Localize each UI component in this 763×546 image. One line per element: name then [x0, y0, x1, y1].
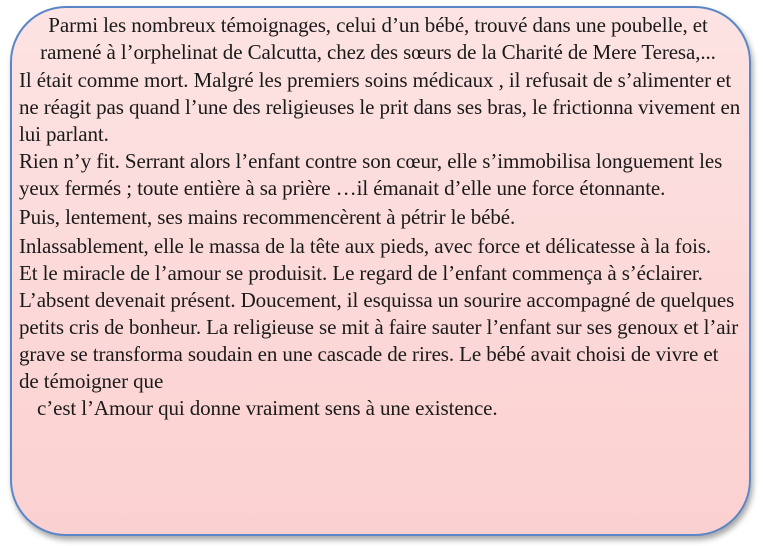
paragraph-5: Et le miracle de l’amour se produisit. Le regard de l’enfant commença à s’éclairer. L’absent devenait présent. Doucement, il esquissa un sourire accompagné de quelques petits cris de bonheur. La religieuse se mit à faire sauter l’enfant sur ses genoux et l’air grave se transforma soudain en une cascade de rires. Le bébé avait choisi de vivre et de témoigner que	[19, 261, 739, 393]
paragraph-3: Puis, lentement, ses mains recommencèrent à pétrir le bébé.	[19, 205, 516, 229]
closing-line: c’est l’Amour qui donne vraiment sens à une existence.	[37, 396, 498, 420]
paragraph-1: Il était comme mort. Malgré les premiers soins médicaux , il refusait de s’alimenter et ne réagit pas quand l’une des religieuses le prit dans ses bras, le frictionna vivement en lui parlant.	[19, 68, 741, 146]
paragraph-4: Inlassablement, elle le massa de la tête aux pieds, avec force et délicatesse à la fois.	[19, 234, 712, 258]
paragraph-2: Rien n’y fit. Serrant alors l’enfant contre son cœur, elle s’immobilisa longuement les yeux fermés ; toute entière à sa prière …il émanait d’elle une force étonnante.	[19, 149, 723, 200]
intro-paragraph: Parmi les nombreux témoignages, celui d’un bébé, trouvé dans une poubelle, et ramené à l’orphelinat de Calcutta, chez des sœurs de la Charité de Mere Teresa,...	[40, 13, 716, 64]
story-text	[19, 12, 741, 422]
